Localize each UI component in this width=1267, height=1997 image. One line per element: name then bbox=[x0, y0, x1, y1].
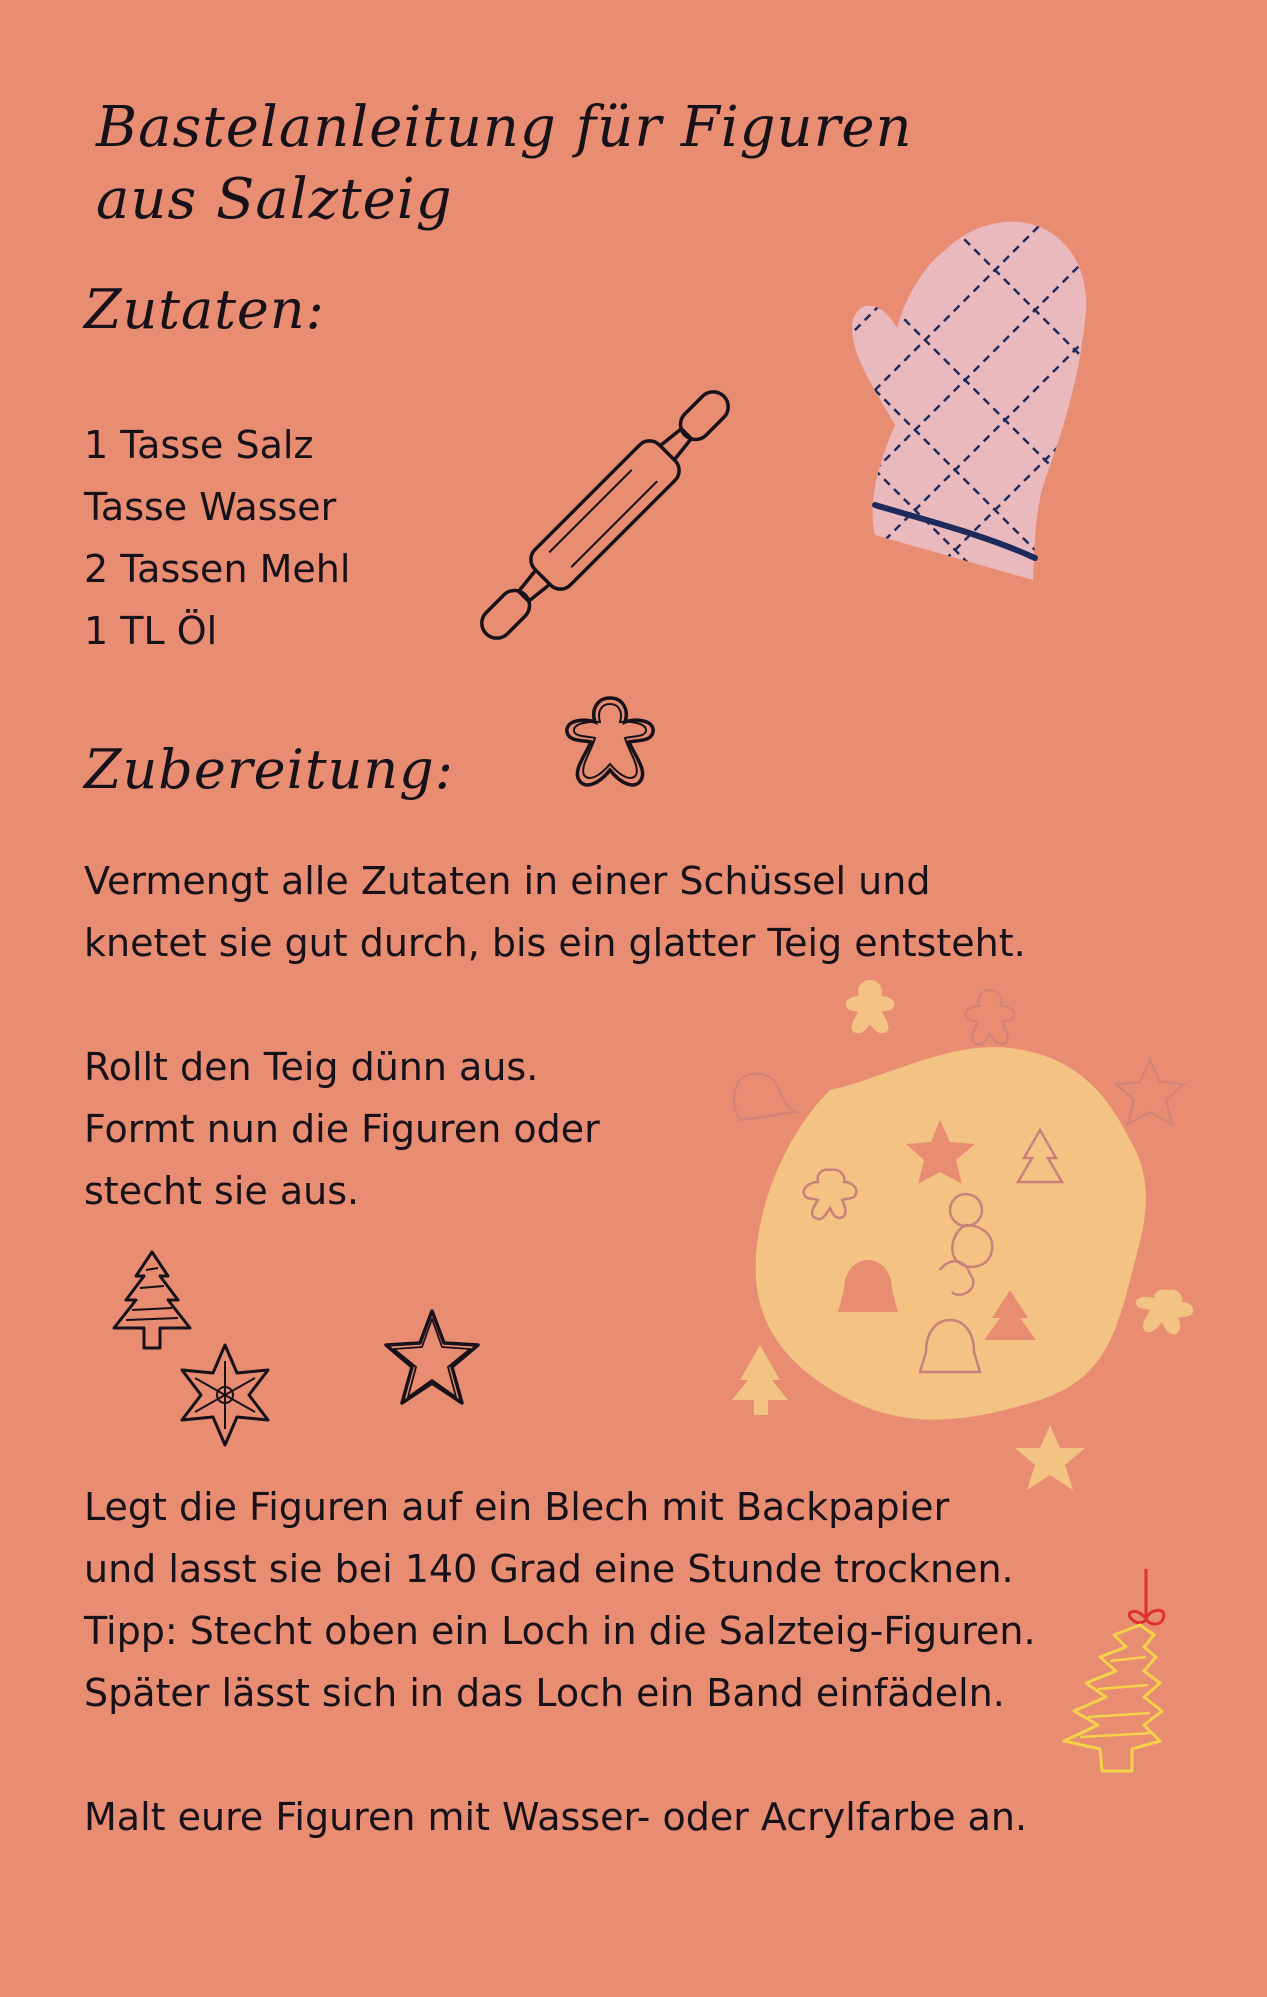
instruction-line: Formt nun die Figuren oder bbox=[84, 1107, 600, 1151]
instruction-line: Malt eure Figuren mit Wasser- oder Acrylfarbe an. bbox=[84, 1795, 1028, 1839]
ingredients-heading: Zutaten: bbox=[84, 278, 325, 341]
oven-mitt-icon bbox=[835, 210, 1095, 590]
page-title: Bastelanleitung für Figuren aus Salzteig bbox=[96, 95, 913, 232]
instruction-line: Tipp: Stecht oben ein Loch in die Salzteig-Figuren. bbox=[84, 1609, 1036, 1653]
ingredients-list bbox=[84, 414, 350, 662]
ingredient-item: 1 Tasse Salz bbox=[84, 423, 314, 467]
instruction-line: knetet sie gut durch, bis ein glatter Teig entsteht. bbox=[84, 921, 1026, 965]
rolling-pin-icon bbox=[455, 360, 755, 670]
snowflake-cutter-icon bbox=[170, 1340, 280, 1450]
instruction-line: Später lässt sich in das Loch ein Band einfädeln. bbox=[84, 1671, 1005, 1715]
ingredient-item: 1 TL Öl bbox=[84, 609, 218, 653]
instruction-line: Vermengt alle Zutaten in einer Schüssel und bbox=[84, 859, 931, 903]
cookie-dough-icon bbox=[710, 960, 1230, 1520]
christmas-ornament-icon bbox=[1040, 1565, 1180, 1780]
instruction-line: und lasst sie bei 140 Grad eine Stunde trocknen. bbox=[84, 1547, 1014, 1591]
instruction-paragraph-2 bbox=[84, 1036, 784, 1222]
instruction-paragraph-4 bbox=[84, 1786, 1134, 1848]
gingerbread-cutter-icon bbox=[555, 690, 665, 805]
ingredient-item: 2 Tassen Mehl bbox=[84, 547, 351, 591]
preparation-heading: Zubereitung: bbox=[84, 738, 454, 801]
star-cutter-icon bbox=[380, 1305, 485, 1415]
instruction-paragraph-1 bbox=[84, 850, 1084, 974]
instruction-line: Legt die Figuren auf ein Blech mit Backpapier bbox=[84, 1485, 950, 1529]
instruction-line: stecht sie aus. bbox=[84, 1169, 360, 1213]
ingredient-item: Tasse Wasser bbox=[84, 485, 337, 529]
instruction-line: Rollt den Teig dünn aus. bbox=[84, 1045, 539, 1089]
